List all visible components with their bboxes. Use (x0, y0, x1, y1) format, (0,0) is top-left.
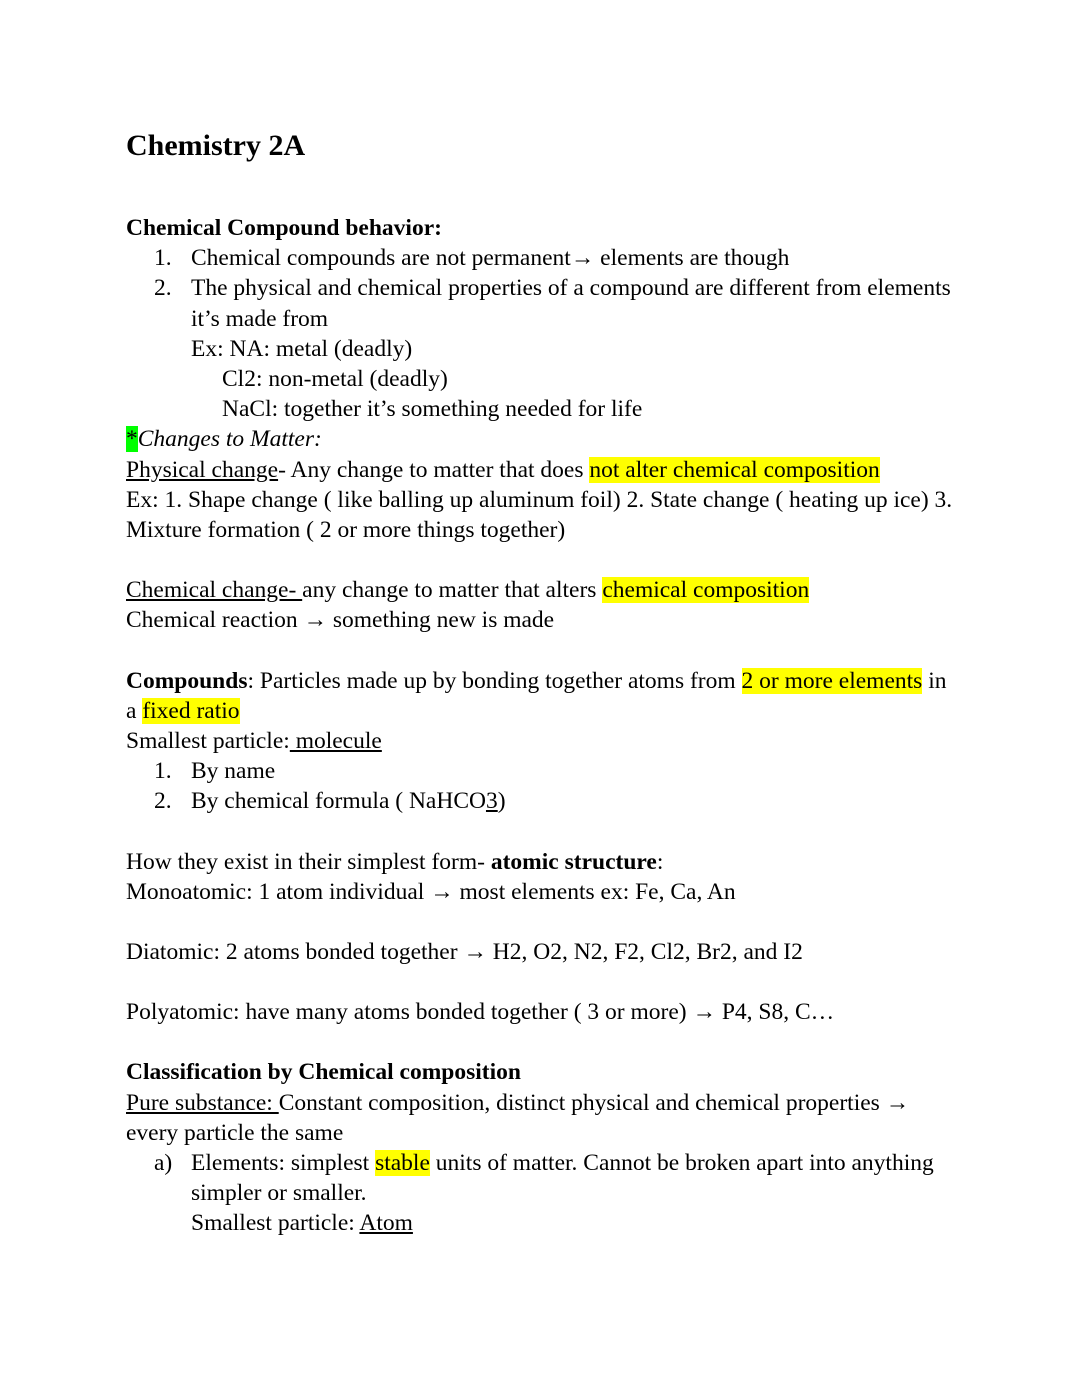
chemical-formula-subscript: 3 (485, 788, 498, 815)
pure-substance-definition (126, 1088, 954, 1148)
section-heading-compound-behavior: Chemical Compound behavior: (126, 215, 442, 241)
compounds-smallest-particle (126, 726, 954, 756)
compound-behavior-list (126, 243, 954, 334)
list-marker: a) (154, 1150, 173, 1177)
list-item-text: By name (191, 758, 276, 785)
document-content (126, 0, 954, 1239)
list-item (126, 1148, 954, 1239)
pure-substance-term: Pure substance: (126, 1089, 279, 1116)
paragraph-spacer (126, 545, 954, 575)
compounds-term: Compounds (126, 667, 248, 694)
polyatomic-line: Polyatomic: have many atoms bonded together ( 3 or more) → P4, S8, C… (126, 999, 835, 1026)
elements-highlight: stable (375, 1150, 430, 1177)
monoatomic-line: Monoatomic: 1 atom individual → most elements ex: Fe, Ca, An (126, 878, 736, 905)
smallest-particle-label: Smallest particle: (191, 1210, 360, 1237)
list-marker: 1. (154, 758, 172, 785)
classification-list (126, 1148, 954, 1239)
paragraph-spacer (126, 907, 954, 937)
changes-to-matter-label: Changes to Matter: (137, 426, 322, 453)
compounds-highlight-elements: 2 or more elements (741, 667, 923, 694)
chemical-change-term: Chemical change- (126, 577, 303, 604)
paragraph-spacer (126, 1027, 954, 1057)
list-marker: 1. (154, 245, 172, 272)
list-item (126, 786, 954, 816)
physical-change-examples: Ex: 1. Shape change ( like balling up aluminum foil) 2. State change ( heating up ice) 3. Mixture formation ( 2 or more things together) (126, 486, 953, 544)
section-heading-changes-to-matter (126, 424, 954, 454)
physical-change-term-suffix: - (278, 456, 291, 483)
atomic-structure-intro-before: How they exist in their simplest form- (126, 848, 491, 875)
compounds-body-before: : Particles made up by bonding together atoms from (247, 667, 742, 694)
chemical-reaction-line: Chemical reaction → something new is made (126, 607, 555, 634)
compounds-highlight-fixed-ratio: fixed ratio (142, 697, 240, 724)
smallest-particle-value: molecule (289, 728, 382, 755)
list-item (126, 243, 954, 273)
physical-change-definition (126, 455, 954, 485)
atomic-structure-intro (126, 847, 954, 877)
list-item-text: The physical and chemical properties of a compound are different from elements it’s made from (191, 275, 951, 332)
list-item (126, 756, 954, 786)
paragraph-spacer (126, 817, 954, 847)
list-marker: 2. (154, 788, 172, 815)
physical-change-term: Physical change (126, 456, 279, 483)
compounds-body-middle: in a (126, 667, 947, 724)
elements-text-after: units of matter. Cannot be broken apart into anything simpler or smaller. (191, 1150, 934, 1207)
physical-change-highlight: not alter chemical composition (589, 456, 880, 483)
section-heading-classification: Classification by Chemical composition (126, 1059, 521, 1086)
atomic-structure-intro-after: : (656, 848, 664, 875)
example-line-nacl: NaCl: together it’s something needed for life (222, 396, 643, 423)
chemical-change-definition (126, 575, 954, 605)
page-title: Chemistry 2A (126, 129, 306, 162)
physical-change-body: Any change to matter that does (290, 456, 590, 483)
pure-substance-body: Constant composition, distinct physical and chemical properties → every particle the same (126, 1089, 910, 1146)
chemical-change-highlight: chemical composition (602, 577, 810, 604)
elements-text-before: Elements: simplest (191, 1150, 376, 1177)
smallest-particle-value: Atom (359, 1210, 413, 1237)
diatomic-line: Diatomic: 2 atoms bonded together → H2, O2, N2, F2, Cl2, Br2, and I2 (126, 939, 803, 966)
green-star-marker: * (126, 426, 138, 453)
list-item-text-after: ) (497, 788, 506, 815)
title-spacer (126, 161, 954, 213)
atomic-structure-term: atomic structure (490, 848, 657, 875)
compounds-definition (126, 666, 954, 726)
list-item-text-before: By chemical formula ( NaHCO (191, 788, 486, 815)
chemical-change-body: any change to matter that alters (302, 577, 603, 604)
example-line-cl2: Cl2: non-metal (deadly) (222, 366, 448, 393)
paragraph-spacer (126, 636, 954, 666)
compounds-naming-list (126, 756, 954, 816)
smallest-particle-label: Smallest particle: (126, 728, 290, 755)
list-item-text: Chemical compounds are not permanent→ elements are though (191, 245, 790, 272)
list-item (126, 273, 954, 333)
example-line-na: Ex: NA: metal (deadly) (191, 335, 413, 362)
list-marker: 2. (154, 275, 172, 302)
elements-smallest-particle (191, 1208, 954, 1238)
paragraph-spacer (126, 967, 954, 997)
